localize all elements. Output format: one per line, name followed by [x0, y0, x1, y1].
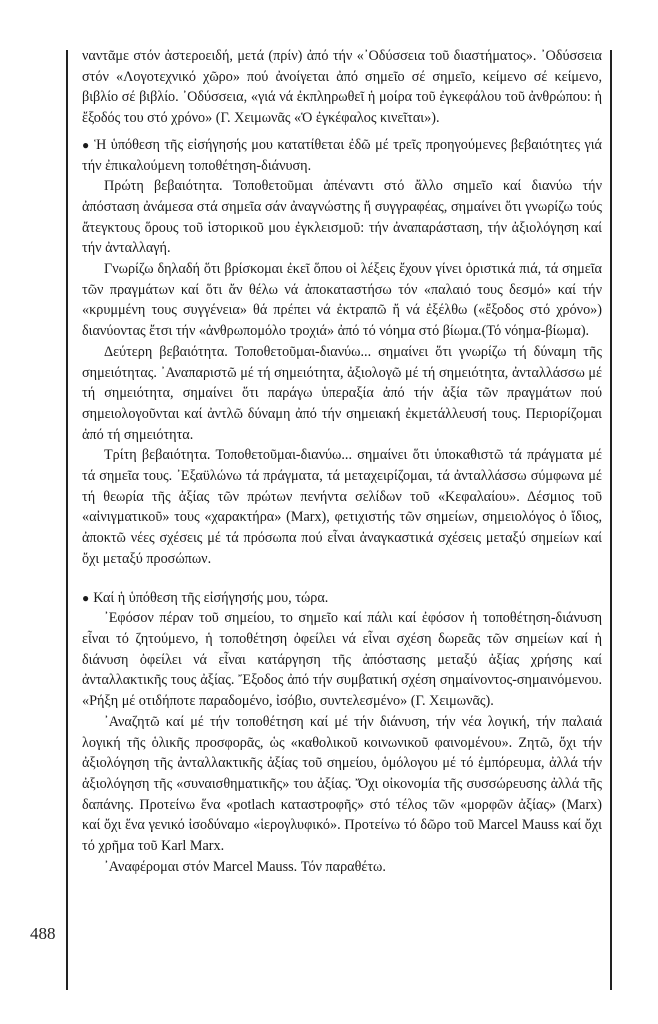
paragraph: Πρώτη βεβαιότητα. Τοποθετοῦμαι ἀπέναντι στό ἄλλο σημεῖο καί διανύω τήν ἀπόσταση ἀνάμεσα στά σημεῖα σάν ἀναγνώστης ἤ συγγραφέας, σημαίνει ὅτι γνωρίζω τούς ἄτεγκτους ὅρους τοῦ ἱστορικοῦ μου ἐγκλεισμοῦ: τήν ἀναπαράσταση, τήν ἀξιολόγηση καί τήν ἀνταλλαγή. — [82, 178, 602, 257]
left-margin-rule — [66, 50, 68, 990]
bullet-paragraph — [82, 135, 602, 176]
paragraph-text: Ἡ ὑπόθεση τῆς εἰσήγησής μου κατατίθεται ἐδῶ μέ τρεῖς προηγούμενες βεβαιότητες γιά τήν ἐπικαλούμενη τοποθέτηση-διάνυση. — [82, 136, 602, 174]
paragraph: ᾿Αναφέρομαι στόν Marcel Mauss. Τόν παραθέτω. — [104, 858, 386, 875]
section-gap — [82, 570, 602, 588]
paragraph: Γνωρίζω δηλαδή ὅτι βρίσκομαι ἐκεῖ ὅπου οἱ λέξεις ἔχουν γίνει ὁριστικά πιά, τά σημεῖα τῶν πραγμάτων καί ὅτι ἄν θέλω νά ἀποκαταστήσω τόν «παλαιό τους δεσμό» καί τήν «κρυμμένη τους συγγένεια» θά πρέπει νά ἐκτραπῶ ἤ νά ἐξέλθω («ἔξοδος στό χρόνο») διανύοντας ἔτσι τήν «ἀνθρωπομόλο τροχιά» ἀπό τό νόημα στό βίωμα.(Τό νόημα-βίωμα). — [82, 261, 602, 340]
body-text — [82, 46, 602, 877]
paragraph-text: Καί ἡ ὑπόθεση τῆς εἰσήγησής μου, τώρα. — [93, 589, 329, 606]
paragraph: Δεύτερη βεβαιότητα. Τοποθετοῦμαι-διανύω... σημαίνει ὅτι γνωρίζω τή δύναμη τῆς σημειότητας. ᾿Αναπαριστῶ μέ τή σημειότητα, ἀξιολογῶ μέ τή σημειότητα, ἀνταλλάσσω μέ τή σημειότητα, σημαίνει ὅτι παράγω ὑπεραξία ἀπό τήν ἀξία τῶν πραγμάτων πού σημειολογοῦνται καί ἀντλῶ δύναμη ἀπό τήν σημειακή ἐκμετάλλευσή τους. Περιορίζομαι ἀπό τή σημειότητα. — [82, 343, 602, 443]
right-margin-rule — [610, 50, 612, 990]
paragraph: Τρίτη βεβαιότητα. Τοποθετοῦμαι-διανύω... σημαίνει ὅτι ὑποκαθιστῶ τά πράγματα μέ τά σημεῖα τους. ᾿Εξαϋλώνω τά πράγματα, τά μεταχειρίζομαι, τά ἀνταλλάσσω σύμφωνα μέ τή θεωρία τῆς ἀξίας τῶν πρώτων πενήντα σελίδων τοῦ «Κεφαλαίου». Δέσμιος τοῦ «αἰνιγματικοῦ» τους «χαρακτήρα» (Marx), φετιχιστής τῶν σημείων, σημειολόγος ὁ ἴδιος, ἀποκτῶ νέες σχέσεις μέ τά πρόσωπα πού εἶναι ἀναγκαστικά σχέσεις μεταξύ σημείων καί ὄχι μεταξύ προσώπων. — [82, 447, 602, 567]
paragraph: ναντᾶμε στόν ἀστεροειδή, μετά (πρίν) ἀπό τήν «᾿Οδύσσεια τοῦ διαστήματος». ᾿Οδύσσεια στόν «Λογοτεχνικό χῶρο» πού ἀνοίγεται ἀπό σημεῖο σέ σημεῖο, κείμενο σέ κείμενο, βιβλίο σέ βιβλίο. ᾿Οδύσσεια, «γιά νά ἐκπληρωθεῖ ἡ μοίρα τοῦ ἐγκεφάλου τοῦ ἀνθρώπου: ἡ ἔξοδός του στό χρόνο» (Γ. Χειμωνᾶς «Ὁ ἐγκέφαλος κινεῖται»). — [82, 48, 602, 127]
paragraph: ᾿Αναζητῶ καί μέ τήν τοποθέτηση καί μέ τήν διάνυση, τήν νέα λογική, τήν παλαιά λογική τῆς ὁλικῆς προσφορᾶς, ὡς «καθολικοῦ κοινωνικοῦ φαινομένου». Ζητῶ, ὄχι τήν ἀξιολόγηση τῆς ἀνταλλακτικῆς ἀξίας τοῦ σημείου, ὁμόλογου μέ τό ἐμπόρευμα, ἀλλά τήν ἀξιολόγηση τῆς «συναισθηματικῆς» του ἀξίας. Ὄχι οἰκονομία τῆς συσσώρευσης ἀλλά τῆς δαπάνης. Προτείνω ἕνα «potlach καταστροφῆς» στό τέλος τῶν «μορφῶν ἀξίας» (Marx) καί ὄχι ἕνα γενικό ἰσοδύναμο «ἱερογλυφικό». Προτείνω τό δῶρο τοῦ Marcel Mauss καί ὄχι τό χρῆμα τοῦ Karl Marx. — [82, 713, 602, 855]
bullet-icon: ● — [82, 137, 91, 152]
bullet-icon: ● — [82, 590, 90, 605]
bullet-paragraph — [82, 588, 602, 609]
paragraph: ᾿Εφόσον πέραν τοῦ σημείου, το σημεῖο καί πάλι καί ἐφόσον ἡ τοποθέτηση-διάνυση εἶναι τό ζητούμενο, ἡ τοποθέτηση ὀφείλει νά εἶναι σχέση δωρεᾶς τῶν σημείων καί ἡ διάνυση ὀφείλει νά εἶναι κατάργηση τῆς ἀπόστασης μεταξύ ἀξίας χρήσης καί ἀνταλλακτικῆς τους ἀξίας. Ἔξοδος ἀπό τήν συμβατική σχέση σημαίνοντος-σημαινόμενου. «Ρήξη μέ οτιδήποτε παραδομένο, ἰσόβιο, συντελεσμένο» (Γ. Χειμωνᾶς). — [82, 610, 602, 710]
page-number: 488 — [30, 924, 56, 943]
